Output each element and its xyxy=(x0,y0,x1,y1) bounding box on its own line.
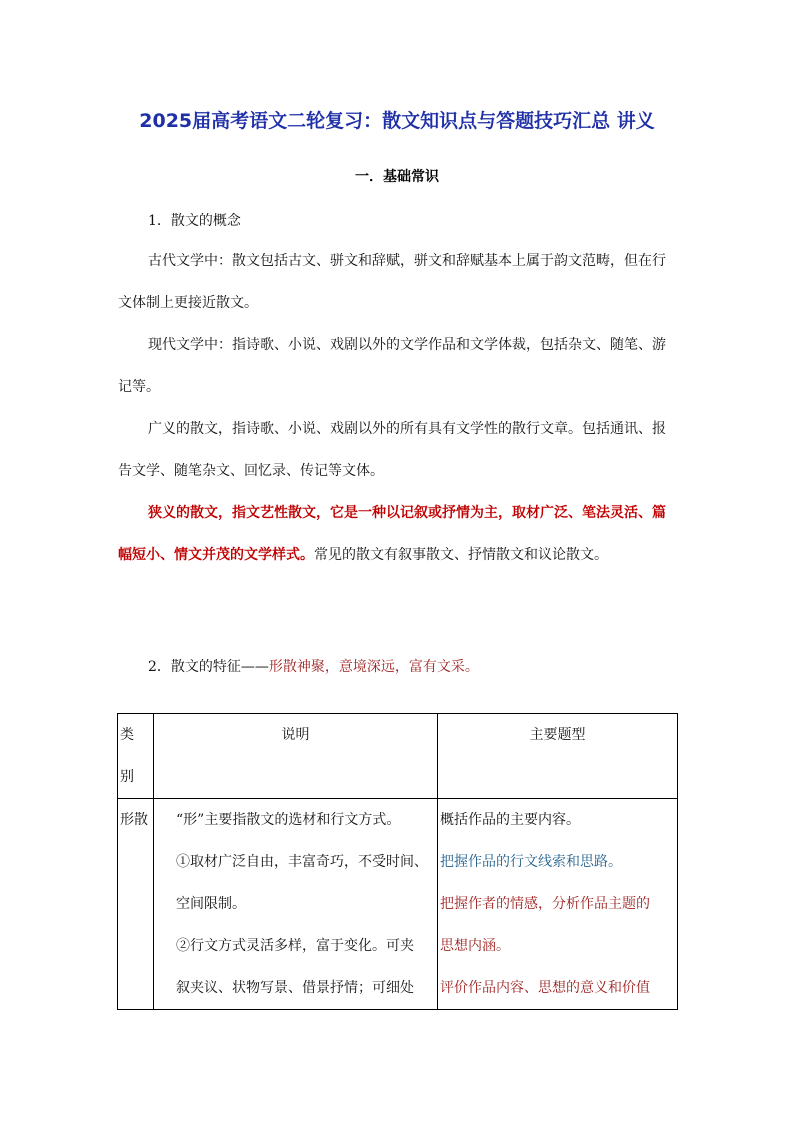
features-summary: 形散神聚，意境深远，富有文采。 xyxy=(268,659,479,675)
paragraph-ancient-literature: 古代文学中：散文包括古文、骈文和辞赋，骈文和辞赋基本上属于韵文范畴，但在行文体制上更接近散文。 xyxy=(118,253,666,311)
table-header-row xyxy=(118,714,678,799)
table-row xyxy=(118,799,678,1010)
row-question-types: 概括作品的主要内容。 把握作品的行文线索和思路。 把握作者的情感，分析作品主题的 思想内涵。 评价作品内容、思想的意义和价值 xyxy=(438,799,678,1010)
header-description: 说明 xyxy=(154,714,438,799)
section-heading-basics: 一．基础常识 xyxy=(355,169,439,185)
narrow-definition-highlight: 狭义的散文，指文艺性散文，它是一种以记叙或抒情为主，取材广泛、笔法灵活、篇幅短小、情文并茂的文学样式。 xyxy=(118,505,666,563)
row-category: 形散 xyxy=(118,799,154,1010)
header-category: 类 别 xyxy=(118,714,154,799)
row-description: “形”主要指散文的选材和行文方式。 ①取材广泛自由，丰富奇巧，不受时间、 空间限制。 ②行文方式灵活多样，富于变化。可夹 叙夹议、状物写景、借景抒情；可细处 xyxy=(154,799,438,1010)
paragraph-modern-literature: 现代文学中：指诗歌、小说、戏剧以外的文学作品和文学体裁，包括杂文、随笔、游记等。 xyxy=(118,337,666,395)
paragraph-narrow-definition xyxy=(118,492,678,576)
subheading-features xyxy=(118,646,678,688)
paragraph-broad-definition: 广义的散文，指诗歌、小说、戏剧以外的所有具有文学性的散行文章。包括通讯、报告文学、随笔杂文、回忆录、传记等文体。 xyxy=(118,421,666,479)
header-question-types: 主要题型 xyxy=(438,714,678,799)
features-lead: 2．散文的特征—— xyxy=(148,659,269,675)
features-table xyxy=(117,713,678,1010)
subheading-concept: 1．散文的概念 xyxy=(148,213,241,229)
narrow-definition-rest: 常见的散文有叙事散文、抒情散文和议论散文。 xyxy=(314,547,608,563)
document-title: 2025届高考语文二轮复习：散文知识点与答题技巧汇总 讲义 xyxy=(139,110,655,132)
